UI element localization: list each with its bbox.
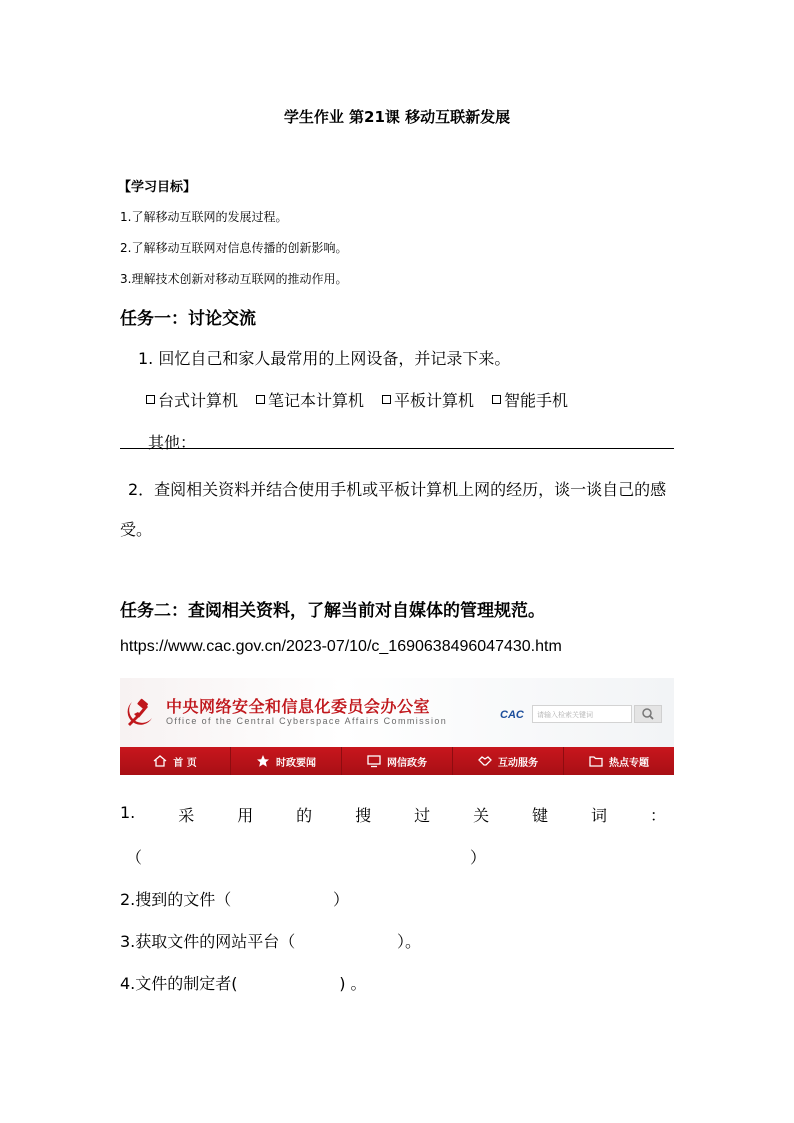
- option-laptop[interactable]: 笔记本计算机: [256, 388, 364, 411]
- device-options: [146, 388, 568, 411]
- objective-item: 1.了解移动互联网的发展过程。: [120, 210, 288, 224]
- objective-item: 2.了解移动互联网对信息传播的创新影响。: [120, 241, 348, 255]
- website-banner: [120, 678, 674, 775]
- fill-answer-1[interactable]: （ ）: [126, 848, 486, 867]
- reference-url[interactable]: https://www.cac.gov.cn/2023-07/10/c_1690638496047430.htm: [120, 638, 562, 655]
- party-emblem-icon: [122, 694, 158, 730]
- option-tablet[interactable]: 平板计算机: [382, 388, 474, 411]
- checkbox[interactable]: [256, 395, 265, 404]
- page-title: 学生作业 第21课 移动互联新发展: [283, 108, 511, 126]
- answer-line[interactable]: [120, 448, 674, 449]
- search-button[interactable]: [634, 705, 662, 723]
- nav-topics[interactable]: 热点专题: [564, 747, 674, 775]
- website-nav: [120, 747, 674, 775]
- home-icon: [153, 754, 167, 768]
- task1-heading: 任务一：讨论交流: [120, 309, 256, 329]
- other-label: 其他：: [148, 433, 197, 452]
- option-desktop[interactable]: 台式计算机: [146, 388, 238, 411]
- cac-logo: CAC: [500, 709, 524, 721]
- website-name-en: Office of the Central Cyberspace Affairs Commission: [166, 716, 448, 726]
- objectives-heading: 【学习目标】: [118, 180, 197, 195]
- task1-question-1: 1. 回忆自己和家人最常用的上网设备，并记录下来。: [138, 349, 511, 368]
- checkbox[interactable]: [382, 395, 391, 404]
- fill-question-2[interactable]: 2.搜到的文件（ ）: [120, 890, 349, 909]
- website-header: [120, 678, 674, 747]
- nav-affairs[interactable]: 网信政务: [342, 747, 453, 775]
- objective-item: 3.理解技术创新对移动互联网的推动作用。: [120, 272, 348, 286]
- fill-question-1: 1. 采 用 的 搜 过 关 键 词 ：: [120, 803, 666, 825]
- task1-question-2: 2．查阅相关资料并结合使用手机或平板计算机上网的经历，谈一谈自己的感受。: [120, 480, 667, 539]
- option-smartphone[interactable]: 智能手机: [492, 388, 568, 411]
- website-name-cn: 中央网络安全和信息化委员会办公室: [166, 697, 431, 716]
- nav-news[interactable]: 时政要闻: [231, 747, 342, 775]
- monitor-icon: [367, 754, 381, 768]
- star-icon: [256, 754, 270, 768]
- folder-icon: [589, 754, 603, 768]
- checkbox[interactable]: [492, 395, 501, 404]
- fill-question-4[interactable]: 4.文件的制定者( ) 。: [120, 974, 367, 993]
- task2-heading: 任务二：查阅相关资料，了解当前对自媒体的管理规范。: [120, 601, 545, 621]
- search-input[interactable]: 请输入检索关键词: [532, 705, 632, 723]
- checkbox[interactable]: [146, 395, 155, 404]
- fill-question-3[interactable]: 3.获取文件的网站平台（ ）。: [120, 932, 421, 951]
- nav-home[interactable]: 首 页: [120, 747, 231, 775]
- handshake-icon: [478, 754, 492, 768]
- search-icon: [635, 706, 661, 722]
- nav-services[interactable]: 互动服务: [453, 747, 564, 775]
